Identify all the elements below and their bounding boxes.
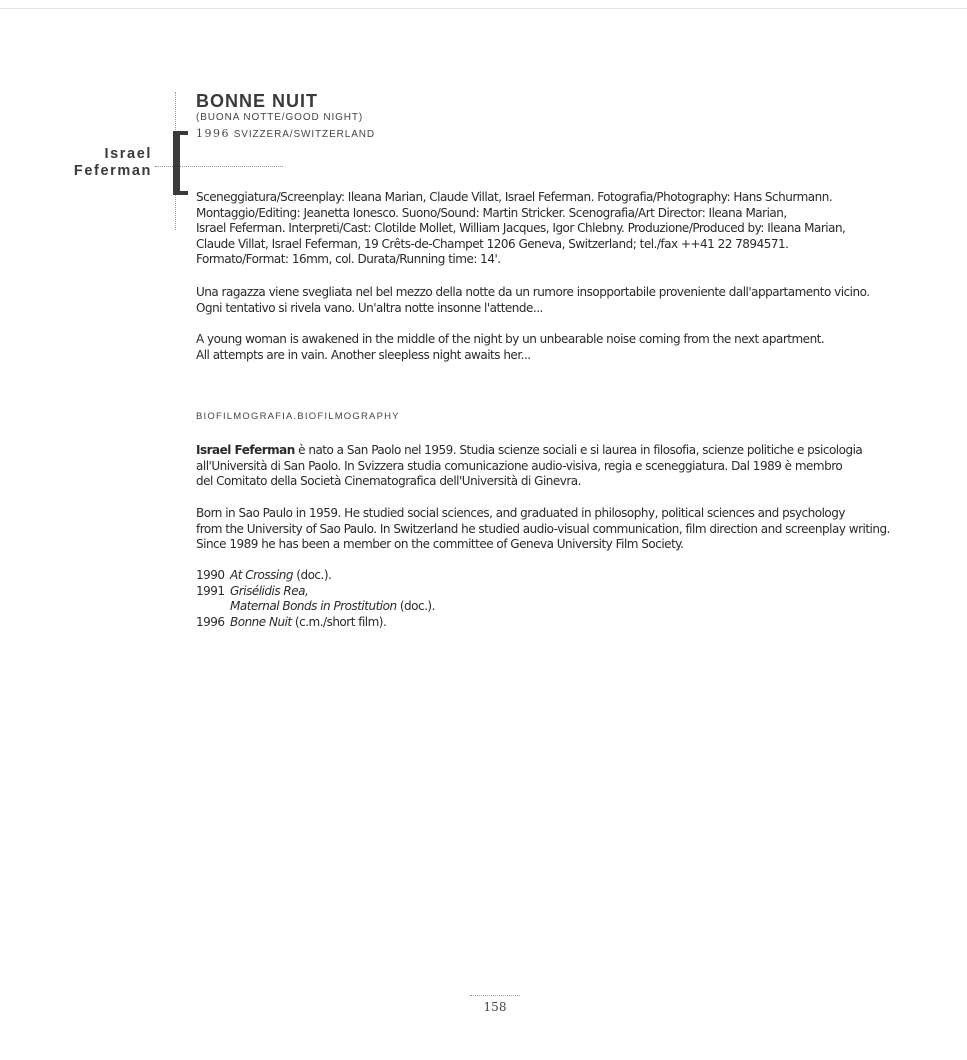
film-entry-note: (doc.). bbox=[292, 568, 332, 582]
footer-dotted-rule bbox=[470, 995, 520, 996]
film-entry-year: 1990 bbox=[196, 568, 225, 582]
bio-line: Born in Sao Paulo in 1959. He studied social sciences, and graduated in philosophy, political sciences and psychology bbox=[196, 506, 845, 520]
credits-line: Israel Feferman. Interpreti/Cast: Clotilde Mollet, William Jacques, Igor Chlebny. Produzione/Produced by: Ileana Marian, bbox=[196, 221, 846, 235]
film-entry-title: Bonne Nuit bbox=[230, 614, 292, 629]
bio-english bbox=[196, 506, 890, 553]
film-entry-title: At Crossing bbox=[230, 568, 293, 582]
film-entry-note: (c.m./short film). bbox=[291, 614, 387, 629]
bio-author-name: Israel Feferman bbox=[196, 443, 295, 457]
credits-line: Formato/Format: 16mm, col. Durata/Running time: 14'. bbox=[196, 252, 501, 266]
bio-line-text: è nato a San Paolo nel 1959. Studia scienze sociali e si laurea in filosofia, scienze politiche e psicologia bbox=[294, 443, 863, 457]
film-year: 1996 bbox=[196, 127, 230, 140]
author-first-name: Israel bbox=[104, 146, 152, 162]
synopsis-line: A young woman is awakened in the middle of the night by un unbearable noise coming from the next apartment. bbox=[196, 332, 825, 346]
synopsis-italian bbox=[196, 285, 870, 316]
filmography-item bbox=[196, 568, 435, 584]
page-number: 158 bbox=[483, 1000, 507, 1014]
film-entry-note: (doc.). bbox=[396, 599, 435, 613]
film-entry-year: 1996 bbox=[196, 614, 225, 629]
film-subtitle: (BUONA NOTTE/GOOD NIGHT) bbox=[196, 112, 364, 123]
credits-line: Sceneggiatura/Screenplay: Ileana Marian, Claude Villat, Israel Feferman. Fotografia/Photography: Hans Schurmann. bbox=[196, 190, 833, 204]
filmography-item bbox=[196, 584, 435, 600]
film-country: SVIZZERA/SWITZERLAND bbox=[233, 129, 376, 140]
credits-block bbox=[196, 190, 845, 268]
film-entry-title: Maternal Bonds in Prostitution bbox=[230, 599, 397, 613]
film-entry-title: Grisélidis Rea, bbox=[230, 583, 309, 598]
synopsis-line: Ogni tentativo si rivela vano. Un'altra notte insonne l'attende... bbox=[196, 300, 543, 315]
bracket-icon bbox=[173, 131, 180, 195]
film-entry-year: 1991 bbox=[196, 583, 225, 598]
film-year-country bbox=[196, 127, 375, 140]
bracket-top bbox=[173, 131, 188, 135]
credits-line: Claude Villat, Israel Feferman, 19 Crêts-de-Champet 1206 Geneva, Switzerland; tel./fax ++41 22 7894571. bbox=[196, 236, 789, 251]
bio-line: all'Università di San Paolo. In Svizzera studia comunicazione audio-visiva, regia e sceneggiatura. Dal 1989 è membro bbox=[196, 458, 843, 473]
bio-line: Since 1989 he has been a member on the committee of Geneva University Film Society. bbox=[196, 537, 684, 551]
synopsis-line: All attempts are in vain. Another sleepless night awaits her... bbox=[196, 347, 531, 362]
author-last-name: Feferman bbox=[73, 163, 152, 179]
bracket-bottom bbox=[173, 191, 188, 195]
filmography-list bbox=[196, 568, 435, 630]
bio-line: del Comitato della Società Cinematografica dell'Università di Ginevra. bbox=[196, 474, 581, 488]
author-name bbox=[60, 146, 152, 180]
top-rule bbox=[0, 8, 967, 9]
bio-line: from the University of Sao Paulo. In Switzerland he studied audio-visual communication, film direction and screenplay writing. bbox=[196, 521, 890, 536]
section-heading: BIOFILMOGRAFIA.BIOFILMOGRAPHY bbox=[196, 411, 400, 422]
credits-line: Montaggio/Editing: Jeanetta Ionesco. Suono/Sound: Martin Stricker. Scenografia/Art Director: Ileana Marian, bbox=[196, 205, 787, 220]
bio-line bbox=[196, 443, 862, 459]
synopsis-line: Una ragazza viene svegliata nel bel mezzo della notte da un rumore insopportabile proveniente dall'appartamento vicino. bbox=[196, 285, 870, 299]
synopsis-english bbox=[196, 332, 824, 363]
film-title: BONNE NUIT bbox=[196, 91, 318, 111]
filmography-item bbox=[196, 599, 435, 615]
bio-italian bbox=[196, 443, 862, 490]
filmography-item bbox=[196, 615, 435, 631]
